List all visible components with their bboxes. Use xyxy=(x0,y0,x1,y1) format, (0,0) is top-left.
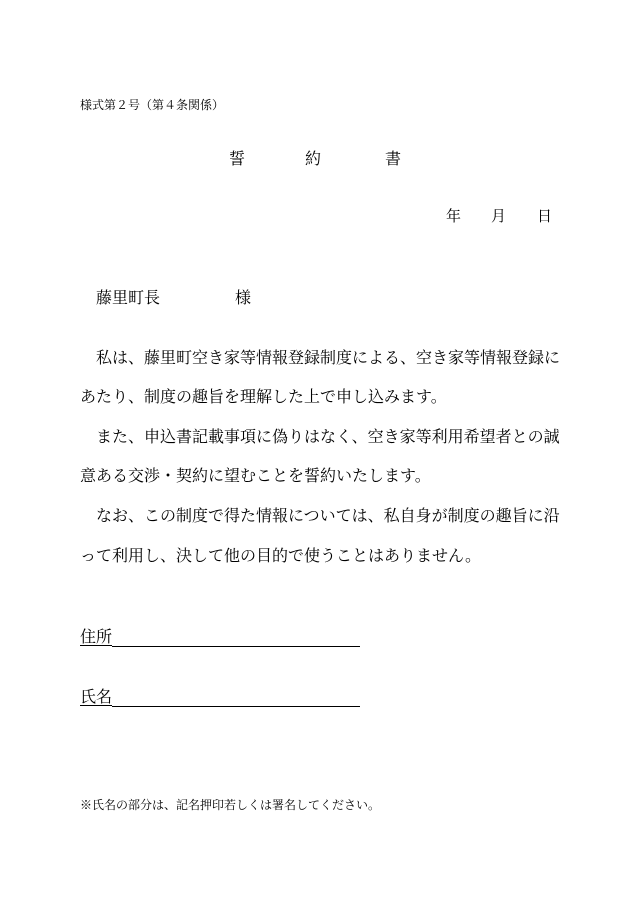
title-char-2: 約 xyxy=(305,149,322,168)
body-line-5: なお、この制度で得た情報については、私自身が制度の趣旨に沿 xyxy=(96,506,560,525)
body-line-1: 私は、藤里町空き家等情報登録制度による、空き家等情報登録に xyxy=(96,348,561,367)
address-blank-line[interactable] xyxy=(112,627,360,647)
date-month: 月 xyxy=(491,207,507,225)
address-label: 住所 xyxy=(80,627,113,646)
addressee-name: 藤里町長 xyxy=(96,288,161,307)
body-line-6: って利用し、決して他の目的で使うことはありません。 xyxy=(80,546,481,565)
body-line-4: 意ある交渉・契約に望むことを誓約いたします。 xyxy=(80,466,431,485)
title-char-3: 書 xyxy=(385,149,402,168)
form-number: 様式第２号（第４条関係） xyxy=(80,98,225,112)
address-field[interactable] xyxy=(80,624,360,647)
signature-note: ※氏名の部分は、記名押印若しくは署名してください。 xyxy=(80,798,381,812)
name-blank-line[interactable] xyxy=(112,687,360,707)
body-line-2: あたり、制度の趣旨を理解した上で申し込みます。 xyxy=(80,387,447,406)
body-line-3: また、申込書記載事項に偽りはなく、空き家等利用希望者との誠 xyxy=(96,427,560,446)
addressee-honorific: 様 xyxy=(235,288,252,307)
date-day: 日 xyxy=(537,207,553,225)
title-char-1: 誓 xyxy=(229,149,246,168)
date-year: 年 xyxy=(446,207,462,225)
name-field[interactable] xyxy=(80,684,360,707)
name-label: 氏名 xyxy=(80,687,113,706)
